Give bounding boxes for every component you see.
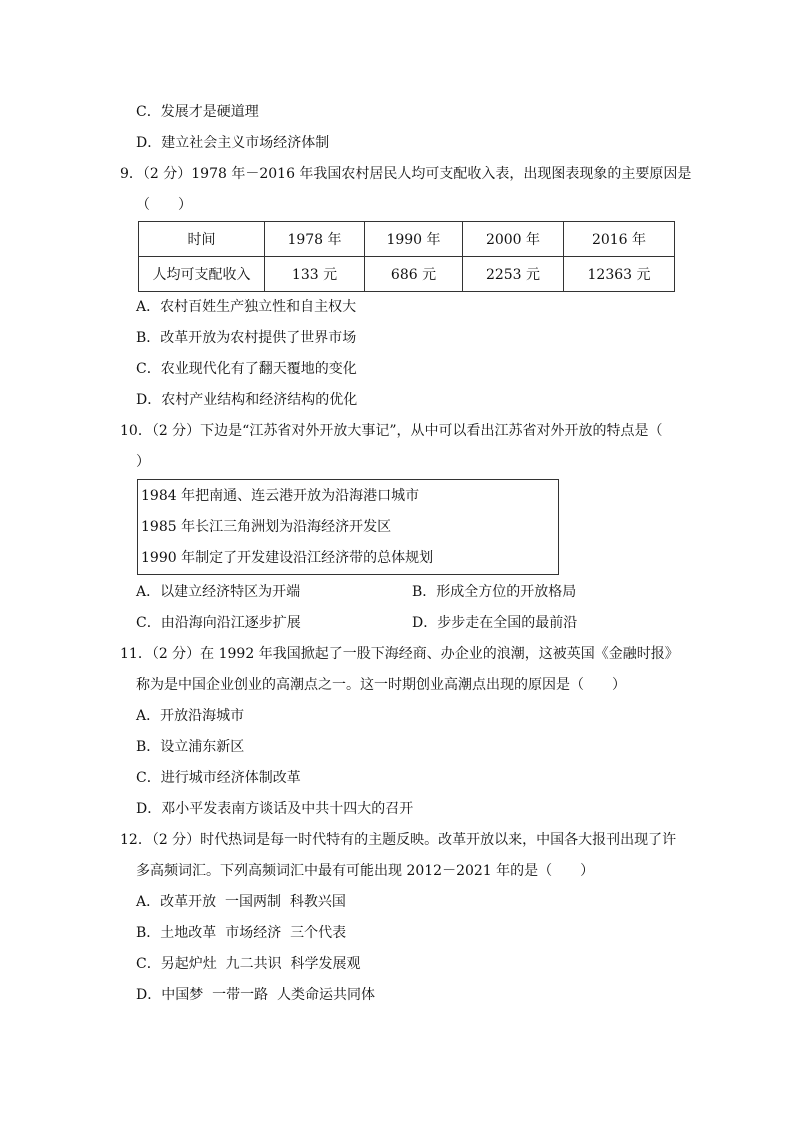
table-cell: 2000 年 bbox=[463, 222, 564, 257]
table-cell: 133 元 bbox=[265, 257, 365, 292]
event-item: 1985 年长江三角洲划为沿海经济开发区 bbox=[141, 519, 392, 535]
q8-option-c: C．发展才是硬道理 bbox=[136, 104, 259, 120]
table-cell: 2016 年 bbox=[564, 222, 675, 257]
q9-option-b: B．改革开放为农村提供了世界市场 bbox=[136, 330, 357, 346]
q9-option-d: D．农村产业结构和经济结构的优化 bbox=[136, 392, 358, 408]
q11-option-c: C．进行城市经济体制改革 bbox=[136, 770, 301, 786]
q8-option-d: D．建立社会主义市场经济体制 bbox=[136, 135, 330, 151]
table-cell: 时间 bbox=[139, 222, 265, 257]
q9-income-table bbox=[138, 221, 675, 292]
event-item: 1990 年制定了开发建设沿江经济带的总体规划 bbox=[141, 550, 434, 566]
table-cell: 12363 元 bbox=[564, 257, 675, 292]
q10-option-c: C．由沿海向沿江逐步扩展 bbox=[136, 615, 301, 631]
table-cell: 1990 年 bbox=[365, 222, 463, 257]
q11-stem-line1: 11．（2 分）在 1992 年我国掀起了一股下海经商、办企业的浪潮，这被英国《金融时报》 bbox=[120, 646, 679, 662]
q11-stem-line2: 称为是中国企业创业的高潮点之一。这一时期创业高潮点出现的原因是（ ） bbox=[136, 677, 626, 693]
q9-option-a: A．农村百姓生产独立性和自主权大 bbox=[136, 299, 357, 315]
q9-option-c: C．农业现代化有了翻天覆地的变化 bbox=[136, 361, 357, 377]
q9-stem-line2: （ ） bbox=[136, 197, 192, 213]
q10-stem-line2: ） bbox=[136, 454, 150, 470]
table-row bbox=[139, 222, 675, 257]
table-cell: 686 元 bbox=[365, 257, 463, 292]
q10-option-b: B．形成全方位的开放格局 bbox=[412, 584, 577, 600]
q9-stem-line1: 9．（2 分）1978 年－2016 年我国农村居民人均可支配收入表，出现图表现象的主要原因是 bbox=[120, 166, 692, 182]
q12-option-c: C．另起炉灶 九二共识 科学发展观 bbox=[136, 956, 361, 972]
q12-option-b: B．土地改革 市场经济 三个代表 bbox=[136, 925, 347, 941]
table-cell: 1978 年 bbox=[265, 222, 365, 257]
q10-option-d: D．步步走在全国的最前沿 bbox=[412, 615, 578, 631]
q10-option-a: A．以建立经济特区为开端 bbox=[136, 584, 301, 600]
q11-option-d: D．邓小平发表南方谈话及中共十四大的召开 bbox=[136, 801, 414, 817]
q12-option-d: D．中国梦 一带一路 人类命运共同体 bbox=[136, 987, 376, 1003]
q10-stem-line1: 10．（2 分）下边是“江苏省对外开放大事记”，从中可以看出江苏省对外开放的特点是（ bbox=[120, 423, 663, 439]
event-item: 1984 年把南通、连云港开放为沿海港口城市 bbox=[141, 488, 420, 504]
q11-option-a: A．开放沿海城市 bbox=[136, 708, 245, 724]
q12-stem-line2: 多高频词汇。下列高频词汇中最有可能出现 2012－2021 年的是（ ） bbox=[136, 863, 595, 879]
table-cell: 人均可支配收入 bbox=[139, 257, 265, 292]
q11-option-b: B．设立浦东新区 bbox=[136, 739, 245, 755]
q12-stem-line1: 12．（2 分）时代热词是每一时代特有的主题反映。改革开放以来，中国各大报刊出现了许 bbox=[120, 832, 677, 848]
q10-events-box bbox=[137, 479, 559, 575]
q12-option-a: A．改革开放 一国两制 科教兴国 bbox=[136, 894, 346, 910]
table-cell: 2253 元 bbox=[463, 257, 564, 292]
table-row bbox=[139, 257, 675, 292]
